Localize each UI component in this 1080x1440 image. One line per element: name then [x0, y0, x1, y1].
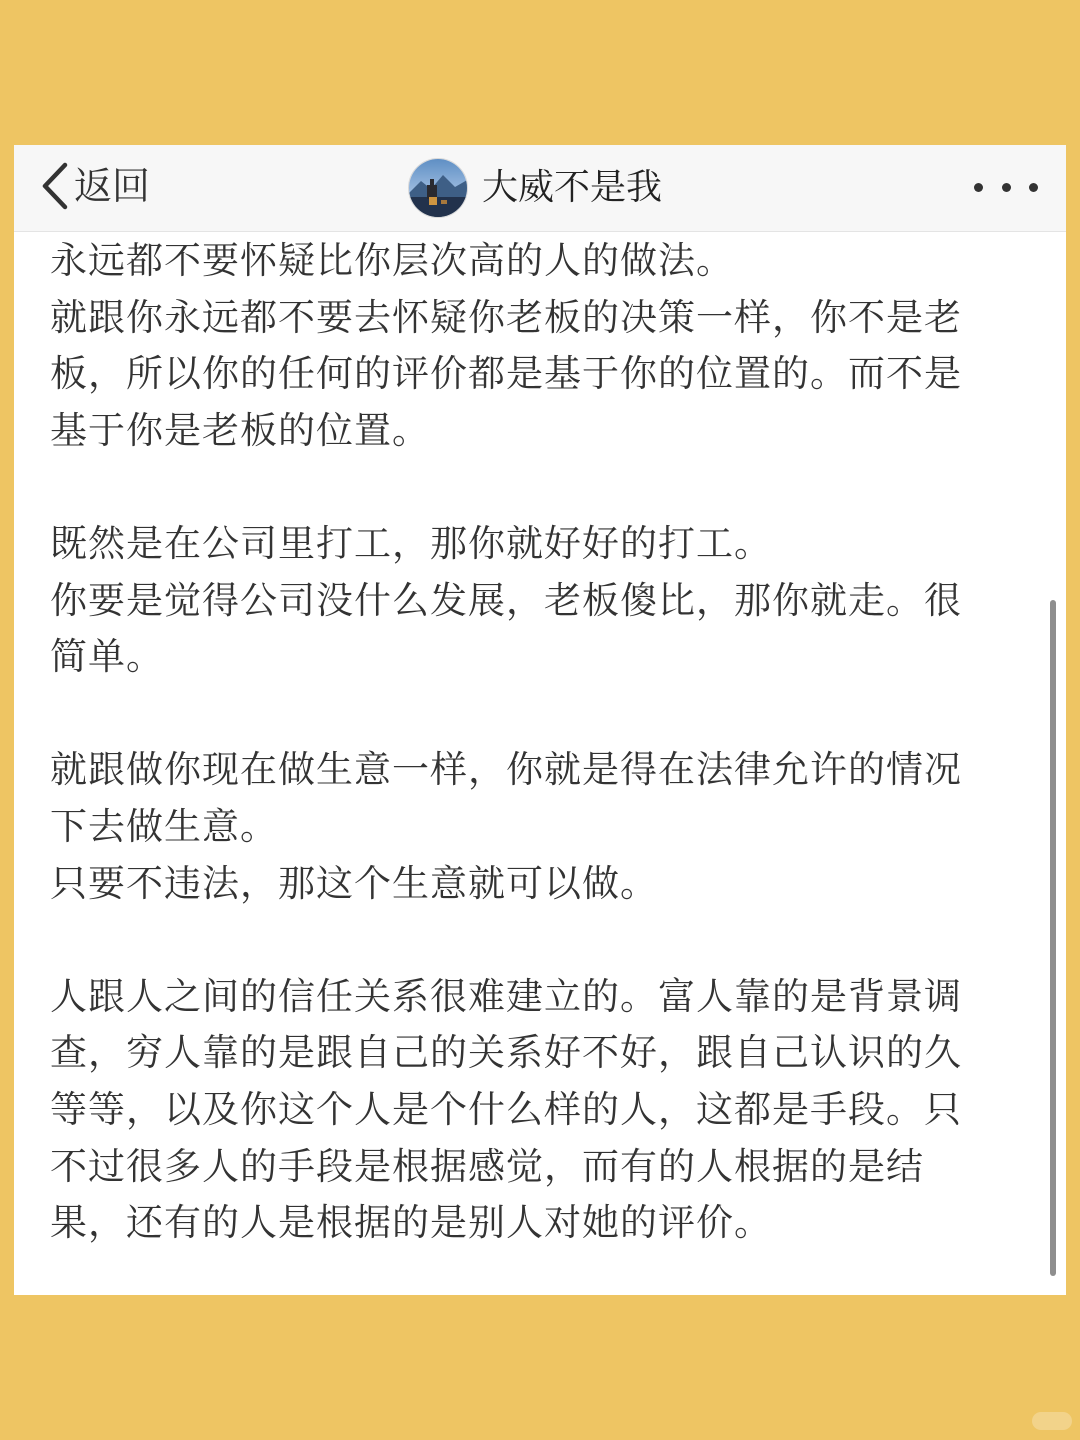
- paragraph: [50, 969, 1020, 1252]
- text-line: 下去做生意。: [50, 804, 278, 848]
- post-body: [50, 233, 1020, 1295]
- text-line: 就跟做你现在做生意一样，你就是得在法律允许的情况: [50, 748, 962, 792]
- avatar[interactable]: [408, 158, 468, 218]
- text-line: 简单。: [50, 635, 164, 679]
- post-card: [14, 145, 1066, 1295]
- text-line: 基于你是老板的位置。: [50, 408, 430, 452]
- scrollbar[interactable]: [1050, 600, 1056, 1276]
- more-horizontal-icon: [974, 183, 983, 192]
- text-line: 人跟人之间的信任关系很难建立的。富人靠的是背景调: [50, 974, 962, 1018]
- more-button[interactable]: [974, 167, 1038, 207]
- author-profile[interactable]: [408, 145, 662, 231]
- paragraph: [50, 233, 1020, 459]
- paragraph: [50, 742, 1020, 912]
- chevron-left-icon: [40, 161, 70, 211]
- paragraph: [50, 516, 1020, 686]
- more-horizontal-icon: [1029, 183, 1038, 192]
- back-button[interactable]: [40, 153, 150, 219]
- text-line: 就跟你永远都不要去怀疑你老板的决策一样，你不是老: [50, 295, 962, 339]
- text-line: 果，还有的人是根据的是别人对她的评价。: [50, 1201, 772, 1245]
- text-line: 等等，以及你这个人是个什么样的人，这都是手段。只: [50, 1087, 962, 1131]
- text-line: 既然是在公司里打工，那你就好好的打工。: [50, 521, 772, 565]
- back-label: 返回: [74, 164, 151, 208]
- text-line: 永远都不要怀疑比你层次高的人的做法。: [50, 239, 734, 282]
- watermark: [1032, 1412, 1072, 1430]
- text-line: 查，穷人靠的是跟自己的关系好不好，跟自己认识的久: [50, 1031, 962, 1075]
- text-line: 不过很多人的手段是根据感觉，而有的人根据的是结: [50, 1144, 924, 1188]
- text-line: 只要不违法，那这个生意就可以做。: [50, 861, 658, 905]
- more-horizontal-icon: [1002, 183, 1011, 192]
- text-line: 你要是觉得公司没什么发展，老板傻比，那你就走。很: [50, 578, 962, 622]
- text-line: 板，所以你的任何的评价都是基于你的位置的。而不是: [50, 352, 962, 396]
- author-name[interactable]: 大威不是我: [482, 167, 663, 208]
- navigation-bar: [14, 145, 1066, 232]
